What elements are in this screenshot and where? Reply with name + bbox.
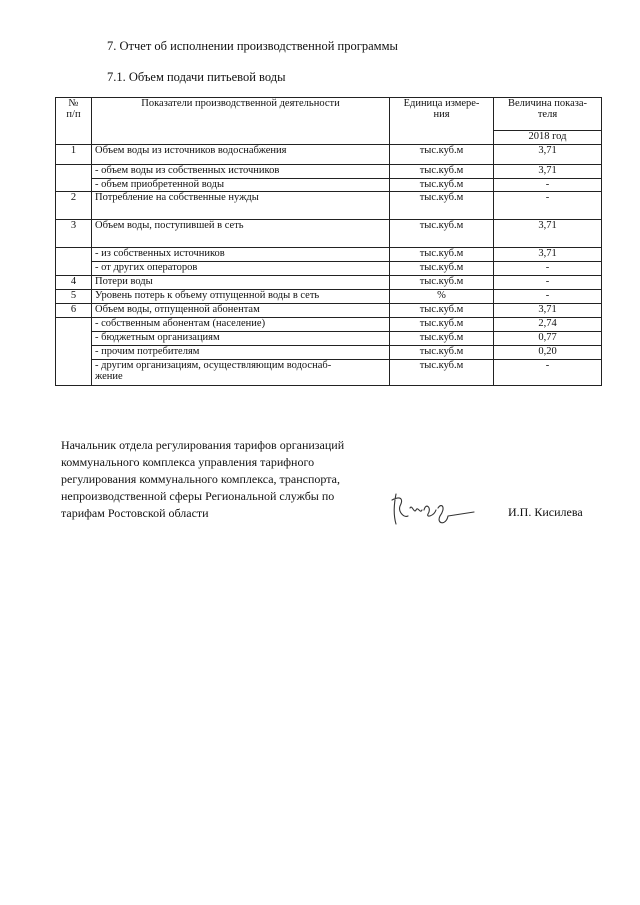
- row-indicator: - бюджетным организациям: [92, 332, 390, 346]
- row-value: 3,71: [494, 145, 602, 165]
- row-no: 1: [56, 145, 92, 165]
- position-line: непроизводственной сферы Региональной службы по: [61, 489, 335, 503]
- row-indicator: - объем приобретенной воды: [92, 179, 390, 192]
- header-value-line1: Величина показа-: [507, 98, 588, 109]
- signatory-position: [61, 437, 381, 522]
- row-indicator: Объем воды, отпущенной абонентам: [92, 304, 390, 318]
- handwritten-signature: [388, 486, 478, 530]
- position-line: коммунального комплекса управления тарифного: [61, 455, 315, 469]
- position-line: Начальник отдела регулирования тарифов организаций: [61, 438, 345, 452]
- row-value: 3,71: [494, 220, 602, 248]
- row-value: 0,77: [494, 332, 602, 346]
- header-unit-line1: Единица измере-: [403, 98, 480, 109]
- row-value: -: [494, 360, 602, 386]
- row-unit: тыс.куб.м: [390, 262, 494, 276]
- row-indicator: - из собственных источников: [92, 248, 390, 262]
- row-unit: тыс.куб.м: [390, 179, 494, 192]
- row-indicator: - объем воды из собственных источников: [92, 165, 390, 179]
- row-no-empty: [56, 318, 92, 386]
- position-line: тарифам Ростовской области: [61, 506, 209, 520]
- row-indicator: Потери воды: [92, 276, 390, 290]
- row-indicator: Объем воды из источников водоснабжения: [92, 145, 390, 165]
- header-unit: [390, 98, 494, 145]
- row-value: 3,71: [494, 248, 602, 262]
- row-no: 4: [56, 276, 92, 290]
- section-title: 7. Отчет об исполнении производственной программы: [107, 39, 398, 53]
- row-indicator: [92, 360, 390, 386]
- row-unit: тыс.куб.м: [390, 360, 494, 386]
- row-value: -: [494, 179, 602, 192]
- signatory-name: И.П. Кисилева: [508, 505, 583, 519]
- row-no-empty: [56, 248, 92, 276]
- header-no-line2: п/п: [66, 109, 81, 120]
- row-value: -: [494, 262, 602, 276]
- header-year: 2018 год: [494, 131, 602, 145]
- row-indicator: - собственным абонентам (население): [92, 318, 390, 332]
- row-unit: %: [390, 290, 494, 304]
- row-indicator: - от других операторов: [92, 262, 390, 276]
- row-no: 6: [56, 304, 92, 318]
- row-indicator: Уровень потерь к объему отпущенной воды в сеть: [92, 290, 390, 304]
- row-unit: тыс.куб.м: [390, 304, 494, 318]
- row-no: 5: [56, 290, 92, 304]
- row-unit: тыс.куб.м: [390, 318, 494, 332]
- row-value: -: [494, 192, 602, 220]
- row-unit: тыс.куб.м: [390, 248, 494, 262]
- row-unit: тыс.куб.м: [390, 165, 494, 179]
- row-value: -: [494, 290, 602, 304]
- row-unit: тыс.куб.м: [390, 220, 494, 248]
- water-supply-table: [55, 97, 602, 386]
- header-unit-line2: ния: [433, 109, 450, 120]
- header-indicator: Показатели производственной деятельности: [92, 98, 390, 145]
- row-value: 2,74: [494, 318, 602, 332]
- header-no-line1: №: [68, 98, 79, 109]
- header-no: [56, 98, 92, 145]
- row-unit: тыс.куб.м: [390, 332, 494, 346]
- row-no-empty: [56, 165, 92, 192]
- row-indicator-line2: жение: [95, 371, 123, 382]
- row-indicator-line1: - другим организациям, осуществляющим водоснаб-: [95, 360, 332, 371]
- row-indicator: - прочим потребителям: [92, 346, 390, 360]
- row-value: 3,71: [494, 304, 602, 318]
- row-unit: тыс.куб.м: [390, 192, 494, 220]
- row-unit: тыс.куб.м: [390, 346, 494, 360]
- header-value: [494, 98, 602, 131]
- row-value: 3,71: [494, 165, 602, 179]
- row-unit: тыс.куб.м: [390, 145, 494, 165]
- position-line: регулирования коммунального комплекса, транспорта,: [61, 472, 340, 486]
- header-value-line2: теля: [537, 109, 558, 120]
- row-indicator: Объем воды, поступившей в сеть: [92, 220, 390, 248]
- row-no: 3: [56, 220, 92, 248]
- subsection-title: 7.1. Объем подачи питьевой воды: [107, 70, 286, 84]
- row-indicator: Потребление на собственные нужды: [92, 192, 390, 220]
- row-value: -: [494, 276, 602, 290]
- row-value: 0,20: [494, 346, 602, 360]
- row-no: 2: [56, 192, 92, 220]
- row-unit: тыс.куб.м: [390, 276, 494, 290]
